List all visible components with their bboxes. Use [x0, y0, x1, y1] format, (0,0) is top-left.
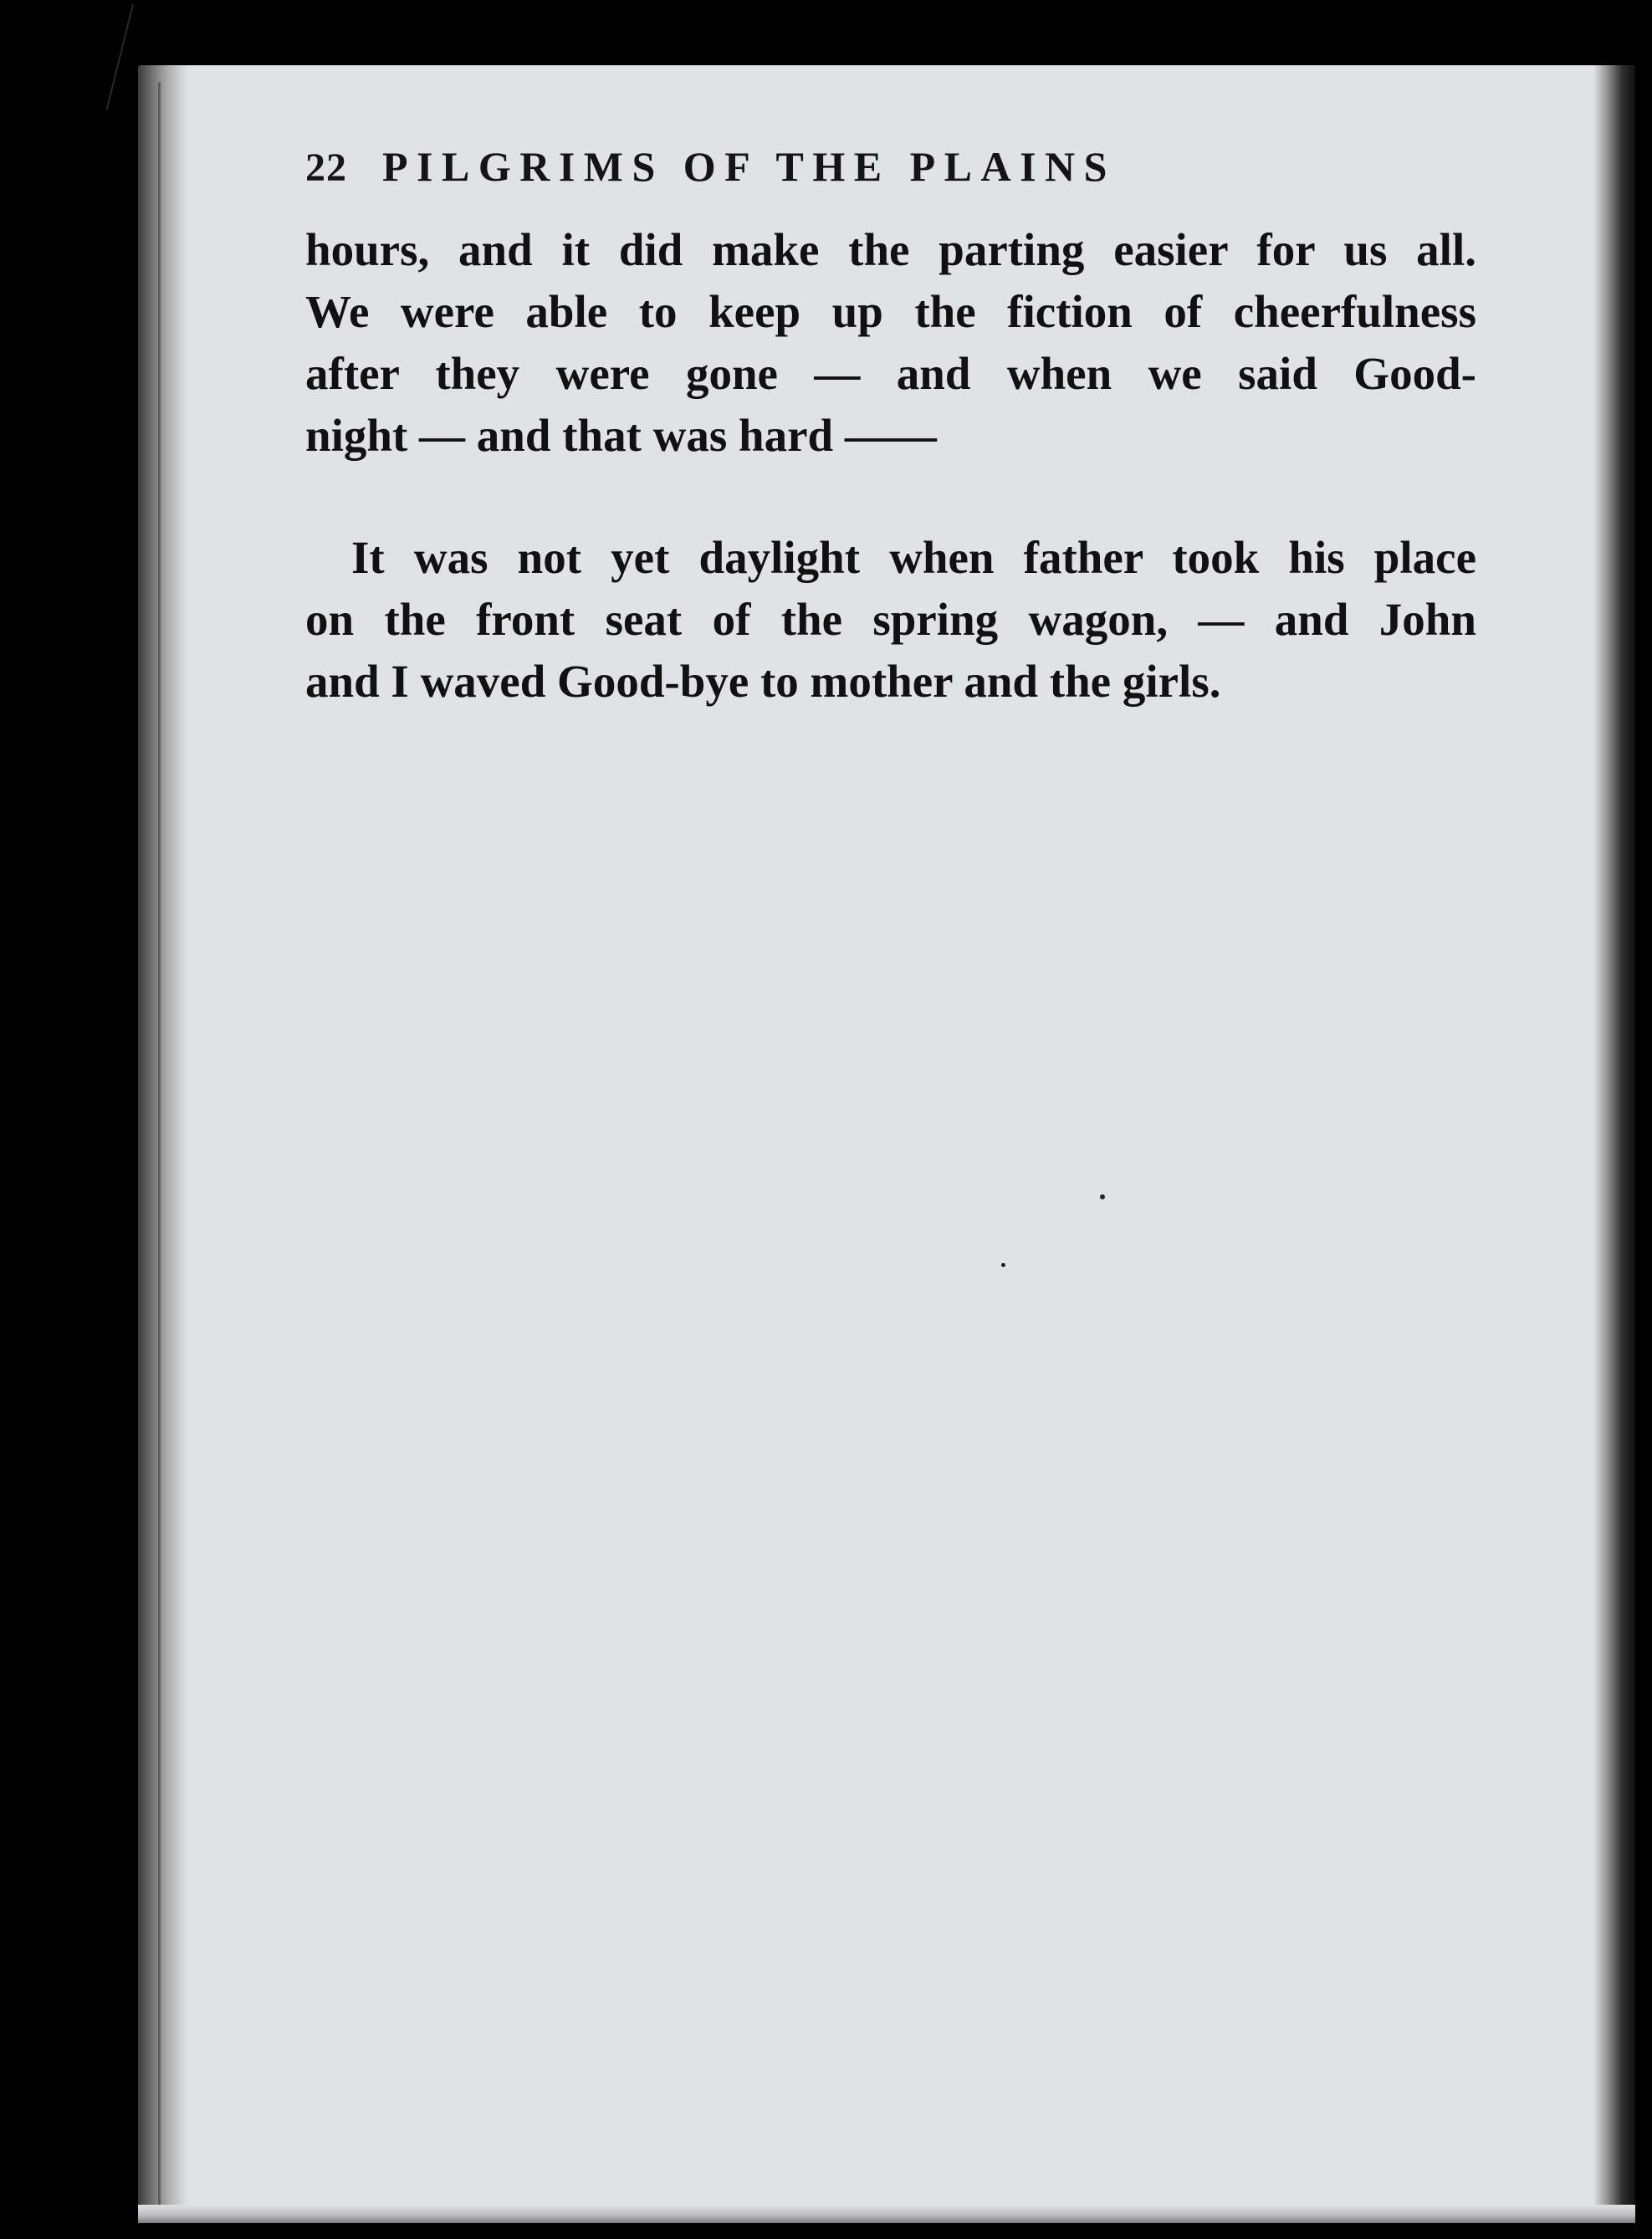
page-binding-line	[158, 82, 161, 2206]
paragraph	[305, 527, 1476, 713]
scan-speck	[1100, 1194, 1105, 1199]
text-line: and I waved Good-bye to mother and the girls.	[305, 656, 1221, 707]
paragraph-continued	[305, 219, 1476, 467]
text-line: hours, and it did make the parting easier for us all.	[305, 224, 1476, 275]
text-line: night — and that was hard ——	[305, 410, 937, 461]
text-line: on the front seat of the spring wagon, — and John	[305, 594, 1476, 645]
page-bottom-edge	[138, 2205, 1635, 2223]
page-number: 22	[305, 146, 347, 190]
page-fore-edge	[1593, 65, 1635, 2223]
text-line: We were able to keep up the fiction of cheerfulness	[305, 286, 1476, 337]
book-title: PILGRIMS OF THE PLAINS	[382, 143, 1116, 190]
text-line: It was not yet daylight when father took his place	[351, 532, 1476, 583]
scan-speck	[1001, 1263, 1005, 1267]
running-head	[305, 142, 1116, 191]
page-gutter-edge	[138, 65, 188, 2223]
scan-scratch-mark	[106, 4, 134, 110]
text-line: after they were gone — and when we said Good-	[305, 348, 1476, 399]
